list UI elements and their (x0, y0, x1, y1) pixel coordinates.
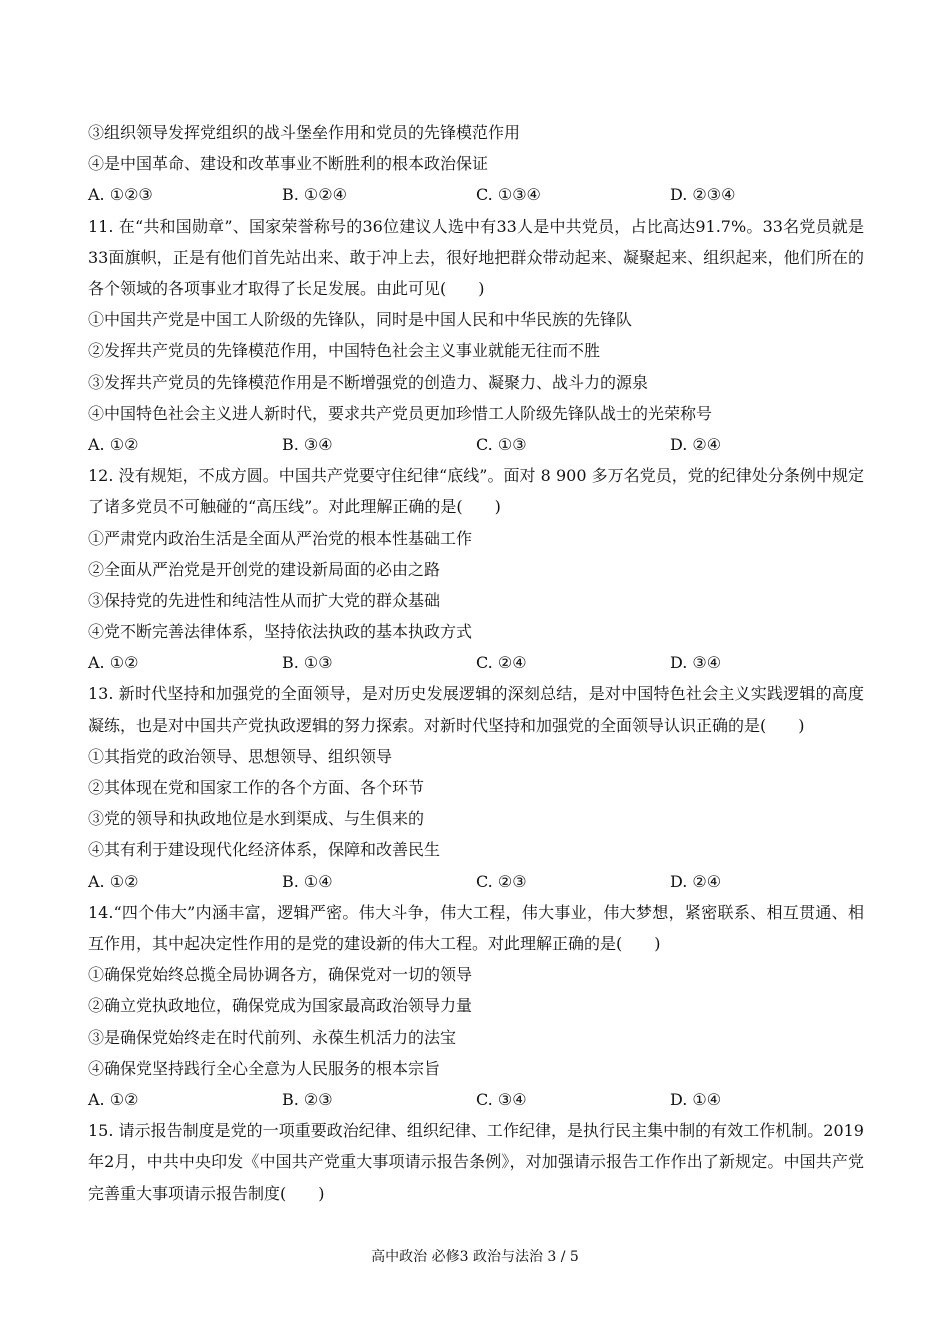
q14-item-4: ④确保党坚持践行全心全意为人民服务的根本宗旨 (88, 1058, 441, 1078)
exam-page-content (88, 117, 864, 1209)
q12-option-a: A. ①② (88, 653, 139, 673)
q11-item-1: ①中国共产党是中国工人阶级的先锋队，同时是中国人民和中华民族的先锋队 (88, 310, 633, 330)
q11-option-c: C. ①③ (476, 434, 527, 454)
q13-item-3: ③党的领导和执政地位是水到渠成、与生俱来的 (88, 809, 425, 829)
q14-options (88, 1084, 864, 1115)
q10-option-a: A. ①②③ (88, 185, 153, 205)
q11-option-d: D. ②④ (670, 434, 722, 454)
q12-item-4: ④党不断完善法律体系，坚持依法执政的基本执政方式 (88, 622, 473, 642)
q13-option-a: A. ①② (88, 871, 139, 891)
q13-item-2: ②其体现在党和国家工作的各个方面、各个环节 (88, 778, 425, 798)
q12-options (88, 647, 864, 678)
q15-stem: 15. 请示报告制度是党的一项重要政治纪律、组织纪律、工作纪律，是执行民主集中制的有效工作机制。2019年2月，中共中央印发《中国共产党重大事项请示报告条例》，对加强请示报告工作作出了新规定。中国共产党完善重大事项请示报告制度( ) (88, 1121, 864, 1203)
q14-option-d: D. ①④ (670, 1089, 722, 1109)
q13-item-4: ④其有利于建设现代化经济体系，保障和改善民生 (88, 840, 441, 860)
q13-options (88, 866, 864, 897)
q13-option-b: B. ①④ (282, 871, 333, 891)
q12-option-d: D. ③④ (670, 653, 722, 673)
question-14 (88, 897, 864, 1115)
q12-option-b: B. ①③ (282, 653, 333, 673)
question-11 (88, 211, 864, 461)
q13-option-c: C. ②③ (476, 871, 527, 891)
q10-option-d: D. ②③④ (670, 185, 736, 205)
q10-item-4: ④是中国革命、建设和改革事业不断胜利的根本政治保证 (88, 154, 489, 174)
q14-option-a: A. ①② (88, 1089, 139, 1109)
q11-item-4: ④中国特色社会主义进人新时代，要求共产党员更加珍惜工人阶级先锋队战士的光荣称号 (88, 403, 713, 423)
q13-stem: 13. 新时代坚持和加强党的全面领导，是对历史发展逻辑的深刻总结，是对中国特色社会主义实践逻辑的高度凝练，也是对中国共产党执政逻辑的努力探索。对新时代坚持和加强党的全面领导认识正确的是( ) (88, 684, 864, 735)
q11-option-a: A. ①② (88, 434, 139, 454)
q12-item-1: ①严肃党内政治生活是全面从严治党的根本性基础工作 (88, 528, 473, 548)
q12-stem: 12. 没有规矩，不成方圆。中国共产党要守住纪律“底线”。面对 8 900 多万名党员，党的纪律处分条例中规定了诸多党员不可触碰的“高压线”。对此理解正确的是( ) (88, 466, 864, 517)
q13-item-1: ①其指党的政治领导、思想领导、组织领导 (88, 746, 393, 766)
q11-item-3: ③发挥共产党员的先锋模范作用是不断增强党的创造力、凝聚力、战斗力的源泉 (88, 372, 649, 392)
q14-option-b: B. ②③ (282, 1089, 333, 1109)
q14-stem: 14.“四个伟大”内涵丰富，逻辑严密。伟大斗争，伟大工程，伟大事业，伟大梦想，紧密联系、相互贯通、相互作用，其中起决定性作用的是党的建设新的伟大工程。对此理解正确的是( ) (88, 902, 864, 953)
q13-option-d: D. ②④ (670, 871, 722, 891)
q10-item-3: ③组织领导发挥党组织的战斗堡垒作用和党员的先锋模范作用 (88, 123, 521, 142)
question-12 (88, 460, 864, 678)
q11-stem: 11. 在“共和国勋章”、国家荣誉称号的36位建议人选中有33人是中共党员，占比高达91.7%。33名党员就是33面旗帜，正是有他们首先站出来、敢于冲上去，很好地把群众带动起来、凝聚起来、组织起来，他们所在的各个领域的各项事业才取得了长足发展。由此可见( ) (88, 216, 864, 298)
q10-option-c: C. ①③④ (476, 185, 541, 205)
q11-option-b: B. ③④ (282, 434, 333, 454)
question-13 (88, 678, 864, 896)
question-10 (88, 117, 864, 211)
q10-option-b: B. ①②④ (282, 185, 347, 205)
q14-item-2: ②确立党执政地位，确保党成为国家最高政治领导力量 (88, 996, 473, 1016)
q12-option-c: C. ②④ (476, 653, 527, 673)
q14-option-c: C. ③④ (476, 1089, 527, 1109)
page-footer: 高中政治 必修3 政治与法治 3 / 5 (371, 1249, 579, 1265)
q11-options (88, 429, 864, 460)
question-15 (88, 1115, 864, 1209)
q10-options (88, 179, 864, 210)
q14-item-1: ①确保党始终总揽全局协调各方，确保党对一切的领导 (88, 965, 473, 985)
q14-item-3: ③是确保党始终走在时代前列、永葆生机活力的法宝 (88, 1027, 457, 1047)
q12-item-3: ③保持党的先进性和纯洁性从而扩大党的群众基础 (88, 590, 441, 610)
q12-item-2: ②全面从严治党是开创党的建设新局面的必由之路 (88, 559, 441, 579)
q11-item-2: ②发挥共产党员的先锋模范作用，中国特色社会主义事业就能无往而不胜 (88, 341, 601, 361)
